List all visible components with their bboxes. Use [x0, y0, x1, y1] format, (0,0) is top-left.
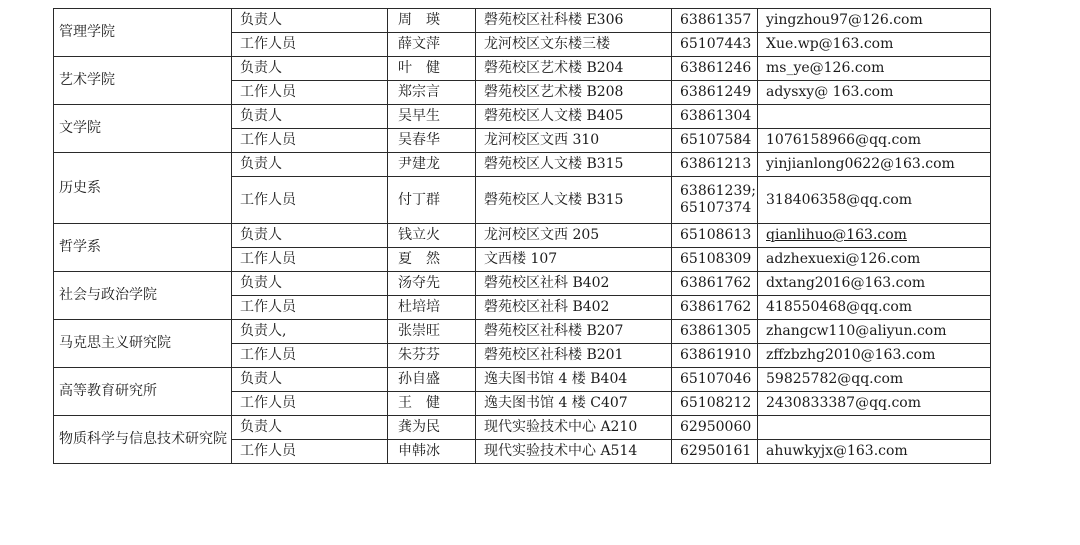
- role-cell: 工作人员: [232, 440, 388, 464]
- email-cell: adzhexuexi@126.com: [758, 248, 991, 272]
- address-cell: 龙河校区文东楼三楼: [476, 33, 672, 57]
- address-cell: 磬苑校区人文楼 B315: [476, 153, 672, 177]
- table-row: [54, 320, 991, 344]
- table-row: [54, 272, 991, 296]
- phone-cell: 63861305: [672, 320, 758, 344]
- role-cell: 负责人: [232, 224, 388, 248]
- unit-name-cell: 管理学院: [54, 9, 232, 57]
- email-cell: yinjianlong0622@163.com: [758, 153, 991, 177]
- address-cell: 磬苑校区社科楼 B207: [476, 320, 672, 344]
- role-cell: 工作人员: [232, 296, 388, 320]
- role-cell: 工作人员: [232, 33, 388, 57]
- phone-cell: 65107584: [672, 129, 758, 153]
- address-cell: 磬苑校区艺术楼 B208: [476, 81, 672, 105]
- address-cell: 龙河校区文西 310: [476, 129, 672, 153]
- address-cell: 逸夫图书馆 4 楼 B404: [476, 368, 672, 392]
- address-cell: 磬苑校区社科 B402: [476, 296, 672, 320]
- person-name-cell: 龚为民: [388, 416, 476, 440]
- table-row: [54, 224, 991, 248]
- address-cell: 逸夫图书馆 4 楼 C407: [476, 392, 672, 416]
- address-cell: 磬苑校区社科楼 B201: [476, 344, 672, 368]
- role-cell: 负责人: [232, 416, 388, 440]
- email-cell: zhangcw110@aliyun.com: [758, 320, 991, 344]
- address-cell: 磬苑校区社科楼 E306: [476, 9, 672, 33]
- email-cell: ahuwkyjx@163.com: [758, 440, 991, 464]
- phone-cell: 62950060: [672, 416, 758, 440]
- role-cell: 工作人员: [232, 392, 388, 416]
- unit-name-cell: 高等教育研究所: [54, 368, 232, 416]
- role-cell: 工作人员: [232, 344, 388, 368]
- person-name-cell: 叶 健: [388, 57, 476, 81]
- phone-cell: 65108212: [672, 392, 758, 416]
- table-row: [54, 153, 991, 177]
- person-name-cell: 周 瑛: [388, 9, 476, 33]
- contact-table: [53, 8, 991, 464]
- person-name-cell: 夏 然: [388, 248, 476, 272]
- unit-name-cell: 社会与政治学院: [54, 272, 232, 320]
- phone-cell: 63861357: [672, 9, 758, 33]
- table-row: [54, 416, 991, 440]
- unit-name-cell: 物质科学与信息技术研究院: [54, 416, 232, 464]
- email-cell: 2430833387@qq.com: [758, 392, 991, 416]
- email-cell: [758, 416, 991, 440]
- phone-cell: 65107046: [672, 368, 758, 392]
- email-cell: 1076158966@qq.com: [758, 129, 991, 153]
- email-cell: [758, 105, 991, 129]
- role-cell: 工作人员: [232, 177, 388, 224]
- table-row: [54, 9, 991, 33]
- table-row: [54, 57, 991, 81]
- email-cell: adysxy@ 163.com: [758, 81, 991, 105]
- address-cell: 磬苑校区人文楼 B405: [476, 105, 672, 129]
- role-cell: 工作人员: [232, 248, 388, 272]
- address-cell: 磬苑校区社科 B402: [476, 272, 672, 296]
- unit-name-cell: 艺术学院: [54, 57, 232, 105]
- person-name-cell: 吴早生: [388, 105, 476, 129]
- table-row: [54, 105, 991, 129]
- email-cell: 418550468@qq.com: [758, 296, 991, 320]
- role-cell: 负责人: [232, 105, 388, 129]
- person-name-cell: 张崇旺: [388, 320, 476, 344]
- phone-cell: 63861246: [672, 57, 758, 81]
- table-row: [54, 368, 991, 392]
- role-cell: 负责人: [232, 272, 388, 296]
- phone-cell: 63861762: [672, 296, 758, 320]
- person-name-cell: 汤夺先: [388, 272, 476, 296]
- person-name-cell: 薛文萍: [388, 33, 476, 57]
- address-cell: 文西楼 107: [476, 248, 672, 272]
- person-name-cell: 杜培培: [388, 296, 476, 320]
- unit-name-cell: 文学院: [54, 105, 232, 153]
- phone-cell: 63861239; 65107374: [672, 177, 758, 224]
- phone-cell: 63861304: [672, 105, 758, 129]
- person-name-cell: 付丁群: [388, 177, 476, 224]
- unit-name-cell: 哲学系: [54, 224, 232, 272]
- address-cell: 现代实验技术中心 A210: [476, 416, 672, 440]
- person-name-cell: 孙自盛: [388, 368, 476, 392]
- role-cell: 负责人: [232, 57, 388, 81]
- unit-name-cell: 历史系: [54, 153, 232, 224]
- role-cell: 负责人,: [232, 320, 388, 344]
- person-name-cell: 钱立火: [388, 224, 476, 248]
- person-name-cell: 申韩冰: [388, 440, 476, 464]
- phone-cell: 62950161: [672, 440, 758, 464]
- phone-cell: 63861213: [672, 153, 758, 177]
- person-name-cell: 郑宗言: [388, 81, 476, 105]
- person-name-cell: 朱芬芬: [388, 344, 476, 368]
- email-cell: zffzbzhg2010@163.com: [758, 344, 991, 368]
- phone-cell: 65107443: [672, 33, 758, 57]
- phone-cell: 63861762: [672, 272, 758, 296]
- address-cell: 现代实验技术中心 A514: [476, 440, 672, 464]
- phone-cell: 65108613: [672, 224, 758, 248]
- contact-table-body: [54, 9, 991, 464]
- email-cell: ms_ye@126.com: [758, 57, 991, 81]
- role-cell: 负责人: [232, 9, 388, 33]
- phone-cell: 63861910: [672, 344, 758, 368]
- role-cell: 负责人: [232, 153, 388, 177]
- phone-cell: 63861249: [672, 81, 758, 105]
- email-cell: yingzhou97@126.com: [758, 9, 991, 33]
- email-cell: 59825782@qq.com: [758, 368, 991, 392]
- email-link[interactable]: qianlihuo@163.com: [766, 227, 907, 243]
- person-name-cell: 尹建龙: [388, 153, 476, 177]
- person-name-cell: 王 健: [388, 392, 476, 416]
- role-cell: 工作人员: [232, 81, 388, 105]
- unit-name-cell: 马克思主义研究院: [54, 320, 232, 368]
- address-cell: 磬苑校区艺术楼 B204: [476, 57, 672, 81]
- email-cell: 318406358@qq.com: [758, 177, 991, 224]
- email-cell: Xue.wp@163.com: [758, 33, 991, 57]
- email-cell: [758, 224, 991, 248]
- address-cell: 磬苑校区人文楼 B315: [476, 177, 672, 224]
- email-cell: dxtang2016@163.com: [758, 272, 991, 296]
- person-name-cell: 吴春华: [388, 129, 476, 153]
- role-cell: 负责人: [232, 368, 388, 392]
- address-cell: 龙河校区文西 205: [476, 224, 672, 248]
- role-cell: 工作人员: [232, 129, 388, 153]
- phone-cell: 65108309: [672, 248, 758, 272]
